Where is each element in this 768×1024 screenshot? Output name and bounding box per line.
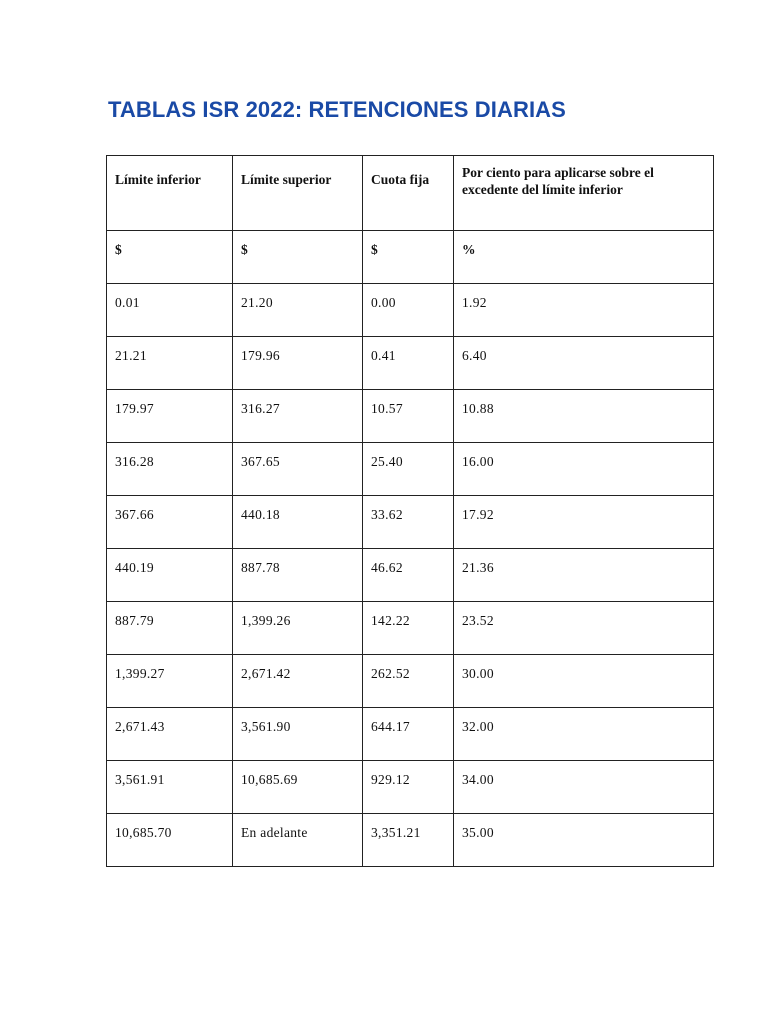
table-cell: 25.40 [363,443,454,496]
page-title: TABLAS ISR 2022: RETENCIONES DIARIAS [108,97,566,122]
table-cell: 887.79 [107,602,233,655]
table-row [107,814,714,867]
table-cell: 887.78 [233,549,363,602]
unit-cell: % [454,231,714,284]
table-cell: 32.00 [454,708,714,761]
table-cell: 3,561.91 [107,761,233,814]
header-por-ciento: Por ciento para aplicarse sobre el excedente del límite inferior [454,156,714,231]
table-row [107,443,714,496]
table-cell: 929.12 [363,761,454,814]
table-row [107,496,714,549]
table-units-row [107,231,714,284]
header-cuota-fija: Cuota fija [363,156,454,231]
table-cell: 142.22 [363,602,454,655]
table-cell: 367.65 [233,443,363,496]
table-cell: 10.88 [454,390,714,443]
table-cell: 644.17 [363,708,454,761]
table-cell: 34.00 [454,761,714,814]
table-cell: 17.92 [454,496,714,549]
table-cell: 21.36 [454,549,714,602]
table-cell: 1.92 [454,284,714,337]
table-cell: 316.28 [107,443,233,496]
table-cell: 23.52 [454,602,714,655]
table-row [107,655,714,708]
table-header-row [107,156,714,231]
header-limite-superior: Límite superior [233,156,363,231]
table-cell: 3,351.21 [363,814,454,867]
table-cell: 2,671.42 [233,655,363,708]
isr-table [106,155,714,867]
table-cell: 440.19 [107,549,233,602]
table-row [107,761,714,814]
table-cell: 10,685.69 [233,761,363,814]
table-cell: 0.01 [107,284,233,337]
table-cell: 30.00 [454,655,714,708]
table-cell: 21.21 [107,337,233,390]
table-cell: 179.96 [233,337,363,390]
table-cell: 1,399.26 [233,602,363,655]
header-limite-inferior: Límite inferior [107,156,233,231]
table-cell: 316.27 [233,390,363,443]
table-row [107,284,714,337]
table-cell: 46.62 [363,549,454,602]
table-cell: 35.00 [454,814,714,867]
table-cell: 33.62 [363,496,454,549]
table-cell: 1,399.27 [107,655,233,708]
table-cell: 10,685.70 [107,814,233,867]
table-row [107,390,714,443]
unit-cell: $ [363,231,454,284]
table-row [107,549,714,602]
table-cell: 16.00 [454,443,714,496]
table-cell: 0.41 [363,337,454,390]
table-cell: 6.40 [454,337,714,390]
table-cell: 440.18 [233,496,363,549]
table-cell: 262.52 [363,655,454,708]
table-cell: 3,561.90 [233,708,363,761]
table-row [107,602,714,655]
unit-cell: $ [107,231,233,284]
unit-cell: $ [233,231,363,284]
table-row [107,337,714,390]
table-cell: 21.20 [233,284,363,337]
table-cell: 367.66 [107,496,233,549]
table-cell: En adelante [233,814,363,867]
table-cell: 10.57 [363,390,454,443]
table-row [107,708,714,761]
table-cell: 179.97 [107,390,233,443]
table-cell: 2,671.43 [107,708,233,761]
table-cell: 0.00 [363,284,454,337]
